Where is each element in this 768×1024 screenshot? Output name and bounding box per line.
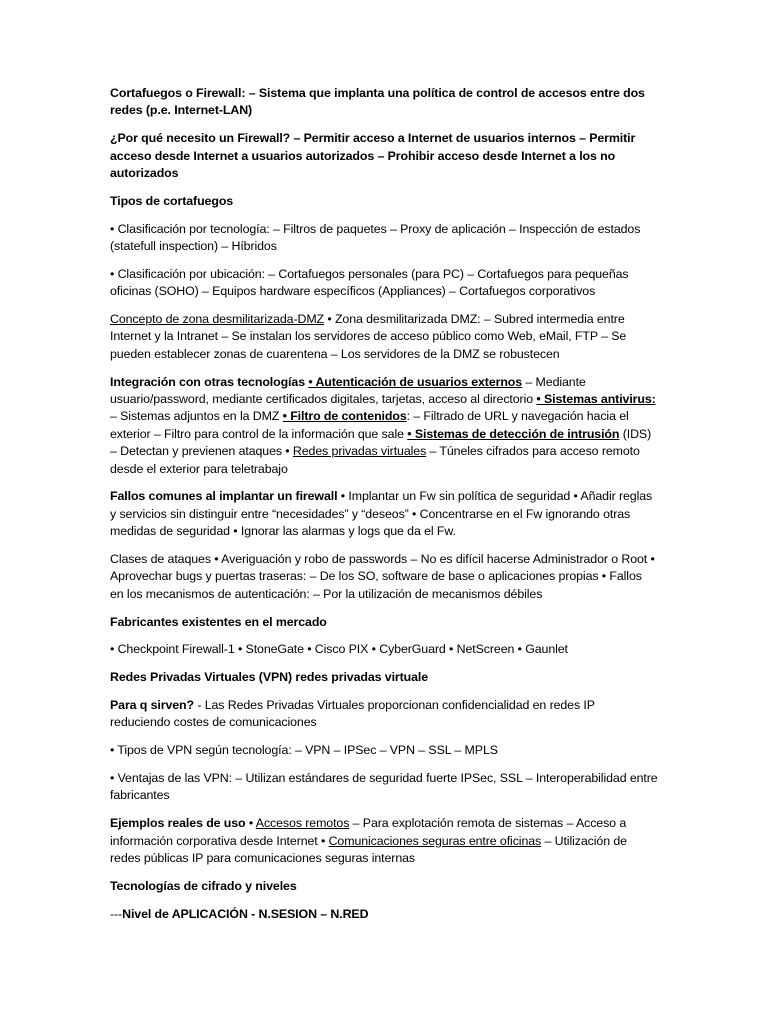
text-run: Clases de ataques • Averiguación y robo de passwords – No es difícil hacerse Administrador o Root • Aprovechar bugs y puertas traseras: – De los SO, software de base o aplicaciones propias • Fallos en los mecanismos de autenticación: – Por la utilización de mecanismos débiles [110, 552, 655, 601]
paragraph-concepto-dmz [110, 311, 658, 363]
text-run: - Las Redes Privadas Virtuales proporcionan confidencialidad en redes IP reduciendo costes de comunicaciones [110, 698, 595, 730]
paragraph-tecnologias-cifrado [110, 878, 658, 895]
underlined-text: • Autenticación de usuarios externos [308, 374, 523, 389]
text-run: Integración con otras tecnologías [110, 374, 309, 389]
text-run: • Zona desmilitarizada DMZ: – Subred intermedia entre Internet y la Intranet – Se instalan los servidores de acceso público como Web, eMail, FTP – Se pueden establecer zonas de cuarentena – Los servidores de la DMZ se robustecen [110, 312, 627, 361]
text-run: • Ventajas de las VPN: – Utilizan estándares de seguridad fuerte IPSec, SSL – Interoperabilidad entre fabricantes [110, 771, 658, 803]
text-run: Ejemplos reales de uso [110, 816, 246, 831]
paragraph-para-que-sirven [110, 697, 658, 732]
text-run: --- [110, 906, 123, 921]
underlined-text: • Sistemas antivirus: [536, 392, 656, 407]
text-run: Fallos comunes al implantar un firewall [110, 489, 338, 504]
underlined-text: Redes privadas virtuales [292, 444, 427, 459]
text-run: • Tipos de VPN según tecnología: – VPN – IPSec – VPN – SSL – MPLS [110, 743, 498, 758]
underlined-text: Comunicaciones seguras entre oficinas [328, 833, 542, 848]
underlined-text: Concepto de zona desmilitarizada-DMZ [110, 312, 325, 327]
paragraph-ejemplos-uso [110, 815, 658, 867]
text-run: ¿Por qué necesito un Firewall? [110, 131, 291, 146]
text-run: • [245, 816, 256, 831]
paragraph-niveles [110, 906, 658, 923]
underlined-text: Accesos remotos [255, 816, 350, 831]
text-run: : – Filtrado de URL y navegación hacia el exterior – Filtro para control de la información que sale [110, 409, 629, 441]
paragraph-tipos-cortafuegos [110, 193, 658, 210]
paragraph-ventajas-vpn [110, 770, 658, 805]
text-run: Redes Privadas Virtuales (VPN) redes privadas virtuale [110, 670, 429, 685]
text-run: Tipos de cortafuegos [110, 193, 234, 208]
text-run: Para q sirven? [110, 698, 194, 713]
paragraph-por-que-firewall [110, 130, 658, 182]
underlined-text: • Sistemas de detección de intrusión [407, 426, 620, 441]
text-run: – Permitir acceso a Internet de usuarios internos – Permitir acceso desde Internet a usuarios autorizados – Prohibir acceso desde Internet a los no autorizados [110, 131, 636, 181]
text-run: – Utilización de redes públicas IP para comunicaciones seguras internas [110, 833, 627, 866]
text-run: • Clasificación por ubicación: – Cortafuegos personales (para PC) – Cortafuegos para pequeñas oficinas (SOHO) – Equipos hardware específicos (Appliances) – Cortafuegos corporativos [110, 266, 629, 299]
text-run: Nivel de APLICACIÓN - N.SESION – N.RED [122, 906, 369, 921]
paragraph-integracion-tecnologias [110, 374, 658, 478]
text-run: – Mediante usuario/password, mediante certificados digitales, tarjetas, acceso al directorio [110, 374, 586, 407]
text-run: Fabricantes existentes en el mercado [110, 614, 327, 629]
text-run: (IDS) – Detectan y previenen ataques • [110, 426, 652, 459]
paragraph-tipos-vpn [110, 742, 658, 759]
text-run: Cortafuegos o Firewall: [110, 86, 246, 100]
paragraph-vpn-titulo [110, 669, 658, 686]
paragraph-clasificacion-ubicacion [110, 266, 658, 301]
paragraph-fallos-comunes [110, 488, 658, 540]
text-run: – Para explotación remota de sistemas – Acceso a información corporativa desde Internet • [110, 816, 627, 848]
text-run: – Túneles cifrados para acceso remoto desde el exterior para teletrabajo [110, 444, 640, 476]
underlined-text: • Filtro de contenidos [282, 409, 407, 424]
paragraph-fabricantes [110, 614, 658, 631]
paragraph-clases-ataques [110, 551, 658, 603]
text-run: – Sistema que implanta una política de control de accesos entre dos redes (p.e. Internet-LAN) [110, 86, 645, 118]
text-run: Tecnologías de cifrado y niveles [110, 878, 297, 893]
text-run: • Clasificación por tecnología: – Filtros de paquetes – Proxy de aplicación – Inspección de estados (statefull inspection) – Híbridos [110, 221, 641, 254]
paragraph-lista-fabricantes [110, 641, 658, 658]
document-body [110, 85, 658, 933]
text-run: • Implantar un Fw sin política de seguridad • Añadir reglas y servicios sin distinguir entre “necesidades” y “deseos” • Concentrarse en el Fw ignorando otras medidas de seguridad • Ignorar las alarmas y logs que da el Fw. [110, 489, 653, 539]
paragraph-clasificacion-tecnologia [110, 221, 658, 256]
text-run: – Sistemas adjuntos en la DMZ [110, 409, 283, 424]
paragraph-cortafuegos-definicion [110, 85, 658, 120]
text-run: • Checkpoint Firewall-1 • StoneGate • Cisco PIX • CyberGuard • NetScreen • Gaunlet [110, 642, 568, 657]
